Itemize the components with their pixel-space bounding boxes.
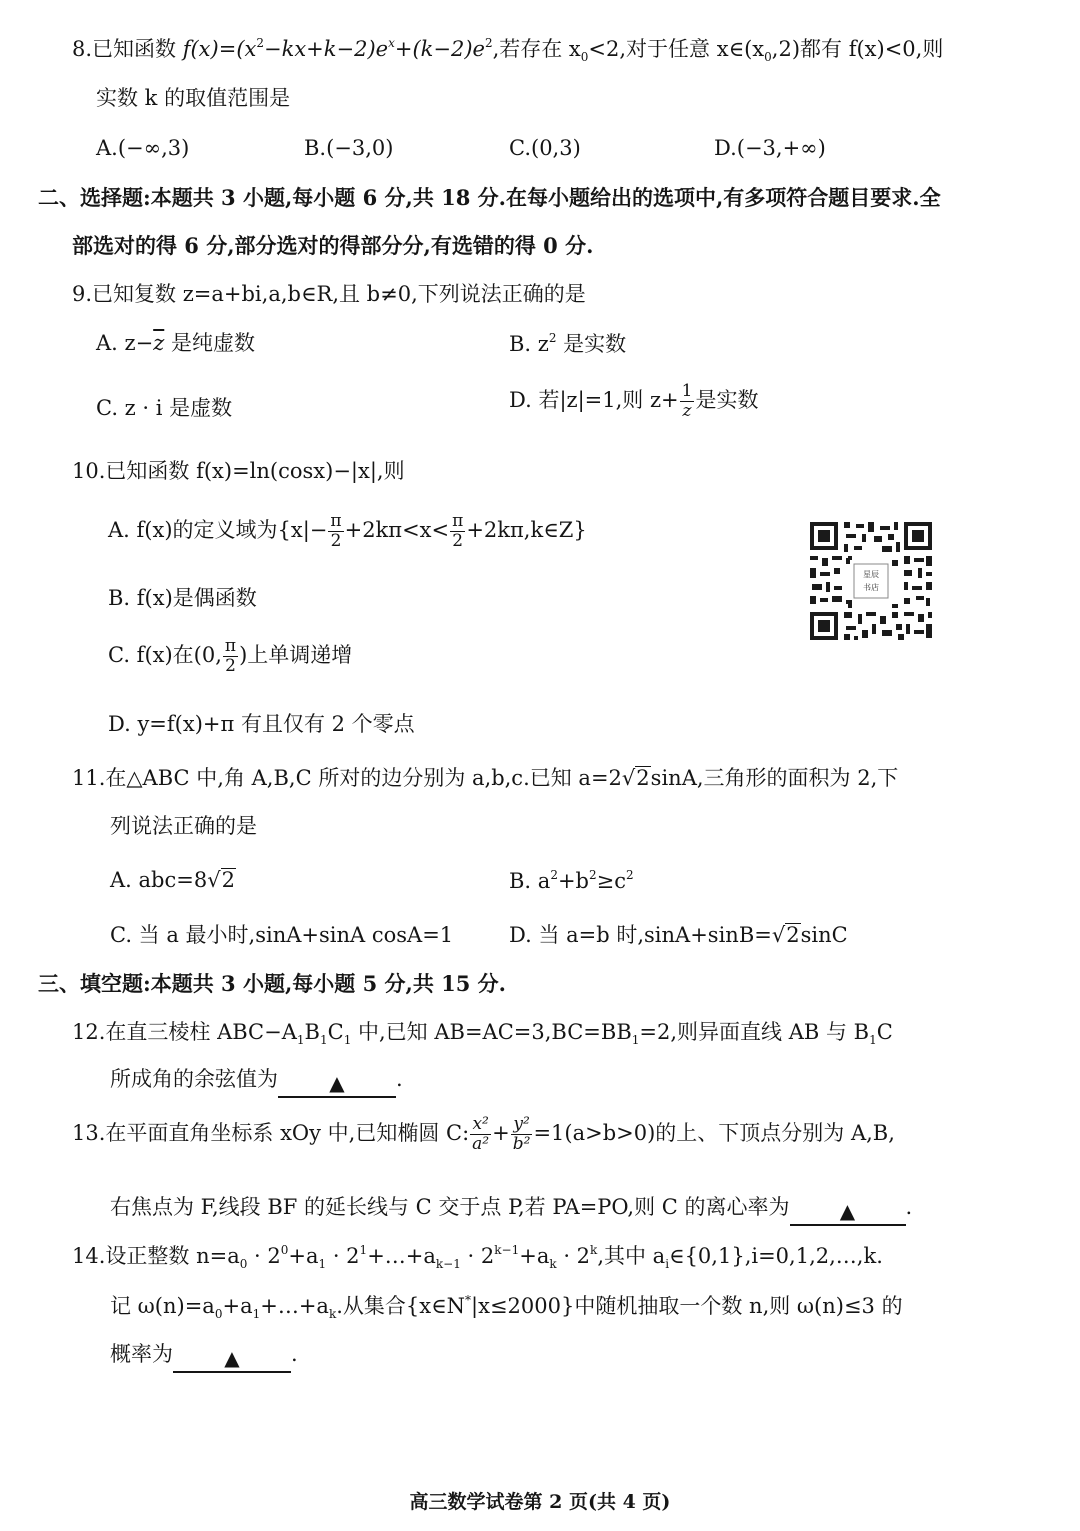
- q8-sup3: 2: [484, 36, 493, 50]
- q12-e: =2,则异面直线 AB 与 B: [639, 1020, 870, 1044]
- q9-b-post: 是实数: [556, 332, 627, 356]
- q13-line1: [72, 1116, 895, 1153]
- q9-d-post: 是实数: [695, 388, 759, 412]
- q14-s1: 0: [239, 1257, 248, 1271]
- q8-sub1: 0: [580, 50, 589, 64]
- q9-a-pre: A. z−: [96, 331, 154, 355]
- q12-s1: 1: [296, 1033, 305, 1047]
- q10-option-a: [108, 513, 587, 550]
- q12-line2: [110, 1067, 403, 1098]
- q11-b-pre: B. a: [509, 869, 551, 893]
- q9-option-c: C. z · i 是虚数: [96, 396, 233, 420]
- qr-center-logo: [854, 568, 888, 594]
- q10-option-d: D. y=f(x)+π 有且仅有 2 个零点: [108, 712, 415, 736]
- q11-option-c: C. 当 a 最小时,sinA+sinA cosA=1: [110, 923, 454, 947]
- qr-logo-text-2: 书店: [863, 583, 879, 592]
- q10-a-den2: 2: [452, 531, 464, 551]
- triangle-icon: ▲: [224, 1346, 240, 1370]
- q14-d: · 2: [326, 1244, 360, 1268]
- q14-l2-s1: 0: [214, 1307, 223, 1321]
- q9-b-pre: B. z: [509, 332, 549, 356]
- q14-g: +a: [519, 1244, 550, 1268]
- q8-option-c: C.(0,3): [509, 136, 581, 160]
- q8-text-g: ,2)都有 f(x)<0,则: [771, 37, 944, 61]
- q13-l1-pre: 13.在平面直角坐标系 xOy 中,已知椭圆 C:: [72, 1121, 470, 1145]
- q14-f: · 2: [460, 1244, 495, 1268]
- q13-frac2: [511, 1116, 533, 1153]
- q11-a-radicand: 2: [221, 868, 235, 892]
- q14-p2: 1: [359, 1243, 368, 1257]
- q12-f: C: [876, 1020, 893, 1044]
- q14-s4: k: [549, 1257, 557, 1271]
- q13-frac1-num: x²: [470, 1116, 491, 1135]
- q8-sup2: x: [388, 36, 395, 50]
- q9-option-d: [509, 383, 758, 420]
- q11-l1-post: sinA,三角形的面积为 2,下: [650, 766, 899, 790]
- q11-d-pre: D. 当 a=b 时,sinA+sinB=: [509, 923, 772, 947]
- q10-option-b: B. f(x)是偶函数: [108, 586, 257, 610]
- q11-b-sup3: 2: [626, 868, 634, 882]
- q8-option-a: A.(−∞,3): [96, 136, 190, 160]
- q11-line2: 列说法正确的是: [110, 814, 257, 838]
- q14-s3: k−1: [435, 1257, 461, 1271]
- q14-l2-b: +a: [222, 1294, 253, 1318]
- q10-a-den1: 2: [330, 531, 342, 551]
- q14-h: · 2: [556, 1244, 591, 1268]
- q8-text-a: 8.已知函数: [72, 37, 183, 61]
- q13-frac2-den: b²: [512, 1134, 531, 1154]
- q11-l1-radicand: 2: [636, 766, 650, 790]
- q13-answer-blank[interactable]: [790, 1199, 906, 1226]
- q14-i: ,其中 a: [597, 1244, 666, 1268]
- q12-a: 12.在直三棱柱 ABC−A: [72, 1020, 297, 1044]
- q14-answer-blank[interactable]: [173, 1346, 291, 1373]
- q12-b: B: [304, 1020, 320, 1044]
- q12-line1: [72, 1020, 893, 1047]
- q14-l2-e: |x≤2000}中随机抽取一个数 n,则 ω(n)≤3 的: [471, 1294, 903, 1318]
- q10-a-mid: +2kπ<x<: [344, 518, 450, 542]
- q13-plus: +: [492, 1121, 510, 1145]
- q8-option-d: D.(−3,+∞): [714, 136, 826, 160]
- q8-text-b: f(x)=(x: [182, 37, 257, 61]
- q14-a: 14.设正整数 n=a: [72, 1244, 240, 1268]
- q13-l2-post: .: [905, 1195, 913, 1219]
- qr-code[interactable]: [808, 520, 934, 642]
- q11-b-sup2: 2: [589, 868, 597, 882]
- q13-l2-pre: 右焦点为 F,线段 BF 的延长线与 C 交于点 P,若 PA=PO,则 C 的离心率为: [110, 1195, 790, 1219]
- q14-j: ∈{0,1},i=0,1,2,…,k.: [669, 1244, 883, 1268]
- q9-a-conjugate: $\overline{z}$: [153, 331, 165, 355]
- q14-l3-pre: 概率为: [110, 1342, 173, 1366]
- q12-s3: 1: [343, 1033, 352, 1047]
- q14-l2-s3: k: [328, 1307, 337, 1321]
- q9-b-sup: 2: [548, 331, 557, 345]
- q10-c-pre: C. f(x)在(0,: [108, 643, 222, 667]
- q10-c-frac: [223, 638, 238, 675]
- q11-d-post: sinC: [800, 923, 848, 947]
- q14-p4: k: [590, 1243, 598, 1257]
- q14-l2-c: +…+a: [260, 1294, 329, 1318]
- q9-option-a: [96, 331, 255, 356]
- q14-l3-post: .: [291, 1342, 298, 1366]
- q14-l2-s2: 1: [252, 1307, 261, 1321]
- q14-line1: [72, 1243, 883, 1271]
- q8-text-e: ,若存在 x: [492, 37, 581, 61]
- q10-a-pre: A. f(x)的定义域为{x|−: [108, 518, 328, 542]
- q14-p1: 0: [280, 1243, 289, 1257]
- q14-l2-a: 记 ω(n)=a: [110, 1294, 215, 1318]
- q11-option-d: D. 当 a=b 时,sinA+sinB=√2sinC: [509, 923, 848, 947]
- q9-stem: 9.已知复数 z=a+bi,a,b∈R,且 b≠0,下列说法正确的是: [72, 282, 586, 306]
- q10-a-frac2: [450, 513, 465, 550]
- q13-frac1: [470, 1116, 491, 1153]
- q13-frac1-den: a²: [472, 1134, 490, 1154]
- q14-b: · 2: [247, 1244, 281, 1268]
- q11-option-a: A. abc=8√2: [110, 868, 235, 892]
- q8-text-f: <2,对于任意 x∈(x: [588, 37, 765, 61]
- q13-line2: [110, 1195, 912, 1226]
- q14-line3: [110, 1342, 298, 1373]
- q10-a-post: +2kπ,k∈Z}: [466, 518, 587, 542]
- q8-sub2: 0: [764, 50, 772, 64]
- q8-line1: [72, 36, 943, 64]
- q12-l2-post: .: [396, 1067, 403, 1091]
- q12-d: 中,已知 AB=AC=3,BC=BB: [351, 1020, 632, 1044]
- q10-a-num1: π: [330, 511, 342, 531]
- q12-c: C: [327, 1020, 344, 1044]
- q12-l2-pre: 所成角的余弦值为: [110, 1067, 278, 1091]
- q11-d-radicand: 2: [786, 923, 800, 947]
- q8-text-d: +(k−2)e: [394, 37, 485, 61]
- q9-d-den: z: [682, 401, 692, 421]
- q14-s2: 1: [318, 1257, 327, 1271]
- q14-e: +…+a: [367, 1244, 436, 1268]
- q14-l2-p1: *: [465, 1293, 472, 1307]
- q11-b-sup1: 2: [550, 868, 558, 882]
- qr-logo-text-1: 星辰: [863, 570, 879, 579]
- q14-c: +a: [288, 1244, 319, 1268]
- q14-line2: [110, 1293, 903, 1321]
- q9-d-num: 1: [681, 381, 693, 401]
- q11-option-b: [509, 868, 634, 894]
- q10-a-frac1: [328, 513, 343, 550]
- q11-a-pre: A. abc=8: [110, 868, 208, 892]
- q12-answer-blank[interactable]: [278, 1071, 396, 1098]
- q12-s4: 1: [631, 1033, 640, 1047]
- q9-a-post: 是纯虚数: [164, 331, 255, 355]
- triangle-icon: ▲: [329, 1071, 345, 1095]
- q11-l1-pre: 11.在△ABC 中,角 A,B,C 所对的边分别为 a,b,c.已知 a=2: [72, 766, 622, 790]
- q10-option-c: [108, 638, 352, 675]
- q11-line1: 11.在△ABC 中,角 A,B,C 所对的边分别为 a,b,c.已知 a=2√2sinA,三角形的面积为 2,下: [72, 766, 899, 790]
- q10-c-post: )上单调递增: [239, 643, 353, 667]
- q10-stem: 10.已知函数 f(x)=ln(cosx)−|x|,则: [72, 459, 405, 483]
- q11-b-mid: +b: [557, 869, 589, 893]
- q13-l1-post: =1(a>b>0)的上、下顶点分别为 A,B,: [533, 1121, 895, 1145]
- q9-d-fraction: [680, 383, 695, 420]
- q8-option-b: B.(−3,0): [304, 136, 394, 160]
- section3-heading: 三、填空题:本题共 3 小题,每小题 5 分,共 15 分.: [38, 971, 506, 996]
- q14-p3: k−1: [494, 1243, 520, 1257]
- q12-s5: 1: [869, 1033, 877, 1047]
- q11-b-mid2: ≥c: [596, 869, 626, 893]
- q14-s5: i: [665, 1257, 670, 1271]
- q9-d-pre: D. 若|z|=1,则 z+: [509, 388, 679, 412]
- q14-l2-d: .从集合{x∈N: [336, 1294, 466, 1318]
- q8-sup1: 2: [256, 36, 264, 50]
- q10-c-num: π: [224, 636, 237, 656]
- section2-heading-line2: 部选对的得 6 分,部分选对的得部分分,有选错的得 0 分.: [72, 233, 594, 258]
- q9-option-b: [509, 331, 626, 357]
- section2-heading-line1: 二、选择题:本题共 3 小题,每小题 6 分,共 18 分.在每小题给出的选项中,有多项符合题目要求.全: [38, 185, 941, 210]
- q8-text-c: −kx+k−2)e: [264, 37, 389, 61]
- q10-a-num2: π: [452, 511, 464, 531]
- triangle-icon: ▲: [839, 1199, 856, 1223]
- page-footer: 高三数学试卷第 2 页(共 4 页): [409, 1491, 671, 1513]
- q13-frac2-num: y²: [511, 1116, 533, 1135]
- q12-s2: 1: [319, 1033, 328, 1047]
- q10-c-den: 2: [225, 656, 236, 676]
- q8-line2: 实数 k 的取值范围是: [96, 86, 291, 110]
